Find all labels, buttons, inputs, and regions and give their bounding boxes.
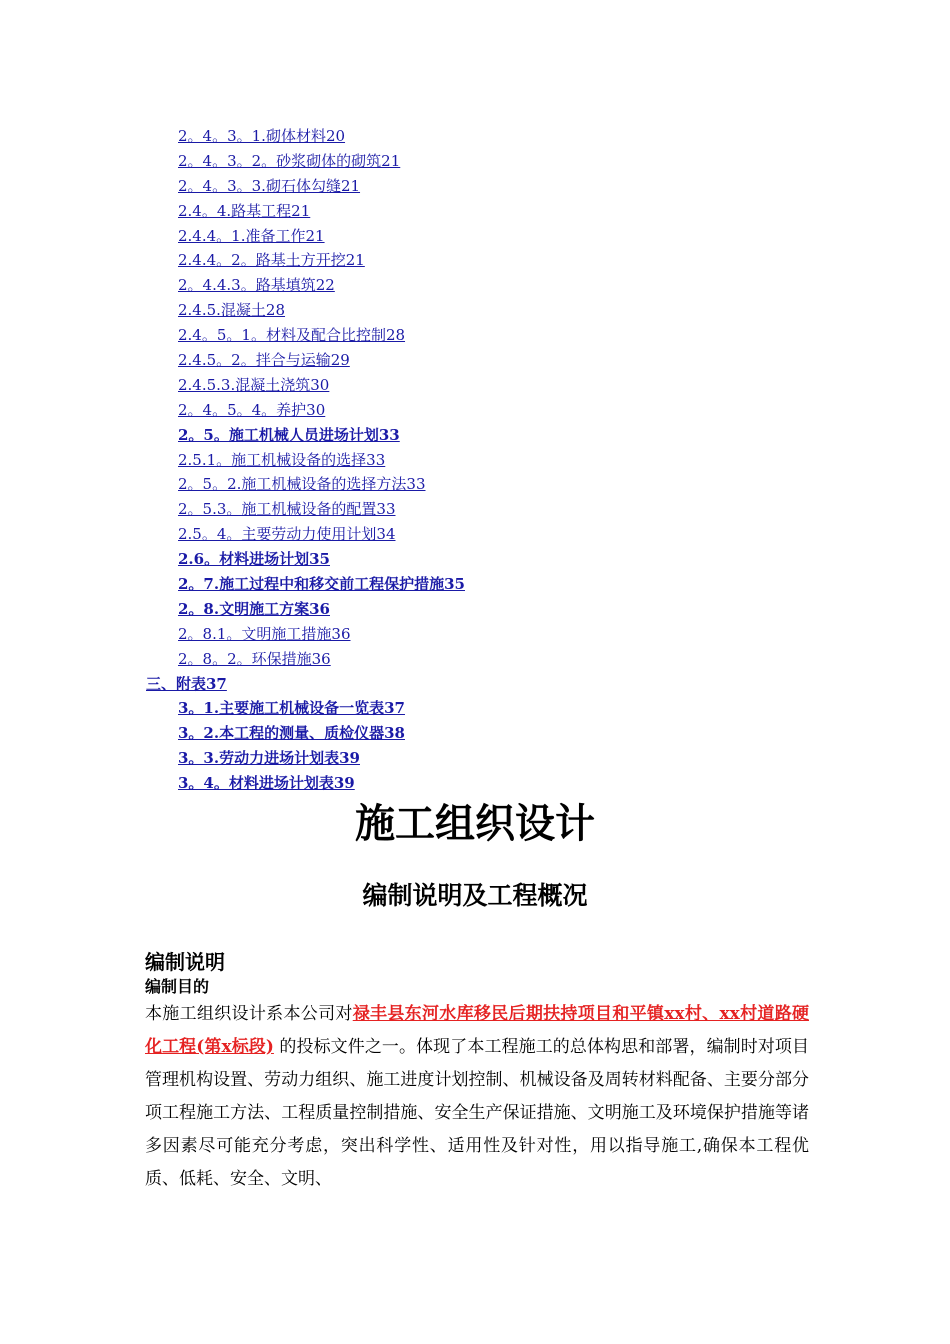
toc-link[interactable]: 2.4.5.混凝土28: [178, 301, 286, 320]
toc-link[interactable]: 2.5。4。主要劳动力使用计划34: [178, 525, 396, 544]
section-heading: 编制说明: [145, 950, 225, 974]
toc-link[interactable]: 3。1.主要施工机械设备一览表37: [178, 699, 405, 718]
toc-link[interactable]: 2.5.1。施工机械设备的选择33: [178, 450, 386, 469]
toc-link[interactable]: 2.4。4.路基工程21: [178, 201, 311, 220]
toc-link[interactable]: 2.4.5.3.混凝土浇筑30: [178, 375, 330, 394]
toc-link[interactable]: 2.4。5。1。材料及配合比控制28: [178, 326, 406, 345]
toc-link[interactable]: 2.6。材料进场计划35: [178, 550, 330, 569]
toc-link[interactable]: 2.4.5。2。拌合与运输29: [178, 351, 350, 370]
toc-link[interactable]: 2。5。施工机械人员进场计划33: [178, 425, 400, 444]
body-paragraph: [145, 998, 809, 1196]
toc-link[interactable]: 3。4。材料进场计划表39: [178, 774, 355, 793]
toc-link[interactable]: 3。2.本工程的测量、质检仪器38: [178, 724, 405, 743]
toc-link[interactable]: 2。4。3。2。砂浆砌体的砌筑21: [178, 151, 401, 170]
table-of-contents: [0, 124, 950, 796]
paragraph-body: 的投标文件之一。体现了本工程施工的总体构思和部署，编制时对项目管理机构设置、劳动力组织、施工进度计划控制、机械设备及周转材料配备、主要分部分项工程施工方法、工程质量控制措施、安全生产保证措施、文明施工及环境保护措施等诸多因素尽可能充分考虑，突出科学性、适用性及针对性，用以指导施工,确保本工程优质、低耗、安全、文明、: [145, 1037, 809, 1189]
toc-link[interactable]: 2。4。5。4。养护30: [178, 400, 326, 419]
toc-link[interactable]: 2。8.1。文明施工措施36: [178, 624, 351, 643]
toc-link[interactable]: 2。4。3。3.砌石体勾缝21: [178, 176, 361, 195]
toc-link[interactable]: 2。4。3。1.砌体材料20: [178, 127, 346, 145]
sub-heading: 编制目的: [145, 977, 210, 996]
toc-link[interactable]: 3。3.劳动力进场计划表39: [178, 749, 360, 768]
toc-link[interactable]: 2.4.4。1.准备工作21: [178, 226, 325, 245]
toc-link[interactable]: 2。4.4.3。路基填筑22: [178, 276, 335, 295]
toc-link[interactable]: 三、附表37: [146, 674, 227, 693]
document-title: 施工组织设计: [355, 801, 595, 847]
toc-link[interactable]: 2。5。2.施工机械设备的选择方法33: [178, 475, 426, 494]
toc-link[interactable]: 2。8。2。环保措施36: [178, 649, 331, 668]
toc-link[interactable]: 2。5.3。施工机械设备的配置33: [178, 500, 396, 519]
toc-link[interactable]: 2。8.文明施工方案36: [178, 599, 330, 618]
document-subtitle: 编制说明及工程概况: [362, 881, 588, 910]
toc-link[interactable]: 2。7.施工过程中和移交前工程保护措施35: [178, 575, 465, 594]
toc-link[interactable]: 2.4.4。2。路基土方开挖21: [178, 251, 365, 270]
paragraph-intro: 本施工组织设计系本公司对: [145, 1004, 353, 1024]
project-name-highlight: 禄丰县东河水库移民后期扶持项目和平镇xx村、xx村道路硬化工程(第x标段): [145, 1004, 809, 1057]
